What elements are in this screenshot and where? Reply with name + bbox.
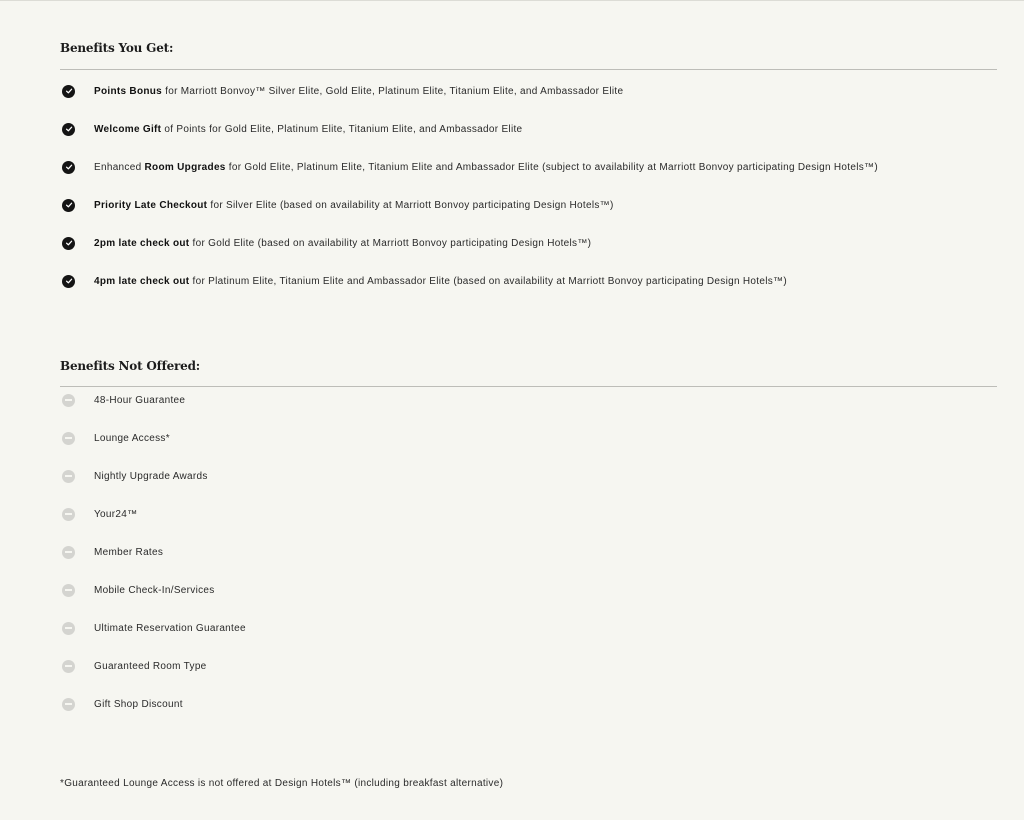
benefit-item-text: [94, 238, 591, 249]
benefit-item-title: Points Bonus: [94, 85, 163, 97]
minus-circle-icon: [62, 432, 75, 445]
minus-circle-icon: [62, 584, 75, 597]
benefit-item-title: 4pm late check out: [94, 275, 190, 287]
minus-circle-icon: [62, 508, 75, 521]
minus-circle-icon: [62, 660, 75, 673]
benefit-item-title: 2pm late check out: [94, 237, 190, 249]
not-offered-item-label: Nightly Upgrade Awards: [94, 470, 208, 482]
not-offered-item-label: Ultimate Reservation Guarantee: [94, 622, 246, 634]
top-divider: [0, 0, 1024, 1]
benefits-not-offered-divider: [60, 386, 997, 387]
benefit-item-title: Welcome Gift: [94, 123, 162, 135]
benefit-item-text: [94, 86, 623, 97]
benefits-not-offered-heading: Benefits Not Offered:: [60, 359, 201, 373]
not-offered-item-label: Member Rates: [94, 546, 164, 558]
check-circle-icon: [62, 85, 75, 98]
not-offered-item-label: Mobile Check-In/Services: [94, 584, 215, 596]
benefit-item-text: [94, 162, 878, 173]
check-circle-icon: [62, 123, 75, 136]
not-offered-item-label: 48-Hour Guarantee: [94, 394, 186, 406]
not-offered-item-label: Lounge Access*: [94, 432, 170, 444]
check-circle-icon: [62, 237, 75, 250]
not-offered-item-label: Guaranteed Room Type: [94, 660, 207, 672]
benefit-item-text: [94, 124, 522, 135]
check-circle-icon: [62, 275, 75, 288]
not-offered-item-label: Gift Shop Discount: [94, 698, 183, 710]
benefits-you-get-divider: [60, 69, 997, 70]
benefit-item-prefix: Enhanced: [94, 161, 145, 173]
benefit-item-description: for Gold Elite (based on availability at Marriott Bonvoy participating Design Hotels™): [189, 237, 592, 249]
benefit-item-text: [94, 200, 614, 211]
minus-circle-icon: [62, 622, 75, 635]
benefits-you-get-heading: Benefits You Get:: [60, 41, 174, 55]
benefit-item-description: for Silver Elite (based on availability at Marriott Bonvoy participating Design Hotels™): [207, 199, 614, 211]
benefit-item-description: for Marriott Bonvoy™ Silver Elite, Gold Elite, Platinum Elite, Titanium Elite, and Ambassador Elite: [162, 85, 624, 97]
lounge-access-footnote: *Guaranteed Lounge Access is not offered at Design Hotels™ (including breakfast alternative): [60, 778, 504, 789]
minus-circle-icon: [62, 470, 75, 483]
benefit-item-title: Room Upgrades: [144, 161, 226, 173]
benefit-item-title: Priority Late Checkout: [94, 199, 208, 211]
benefit-item-text: [94, 276, 787, 287]
not-offered-item-label: Your24™: [94, 508, 138, 520]
minus-circle-icon: [62, 394, 75, 407]
minus-circle-icon: [62, 698, 75, 711]
benefit-item-description: of Points for Gold Elite, Platinum Elite, Titanium Elite, and Ambassador Elite: [161, 123, 523, 135]
benefit-item-description: for Platinum Elite, Titanium Elite and Ambassador Elite (based on availability at Marriott Bonvoy participating Design Hotels™): [189, 275, 787, 287]
benefit-item-description: for Gold Elite, Platinum Elite, Titanium Elite and Ambassador Elite (subject to availability at Marriott Bonvoy participating Design Hotels™): [225, 161, 878, 173]
minus-circle-icon: [62, 546, 75, 559]
check-circle-icon: [62, 161, 75, 174]
check-circle-icon: [62, 199, 75, 212]
